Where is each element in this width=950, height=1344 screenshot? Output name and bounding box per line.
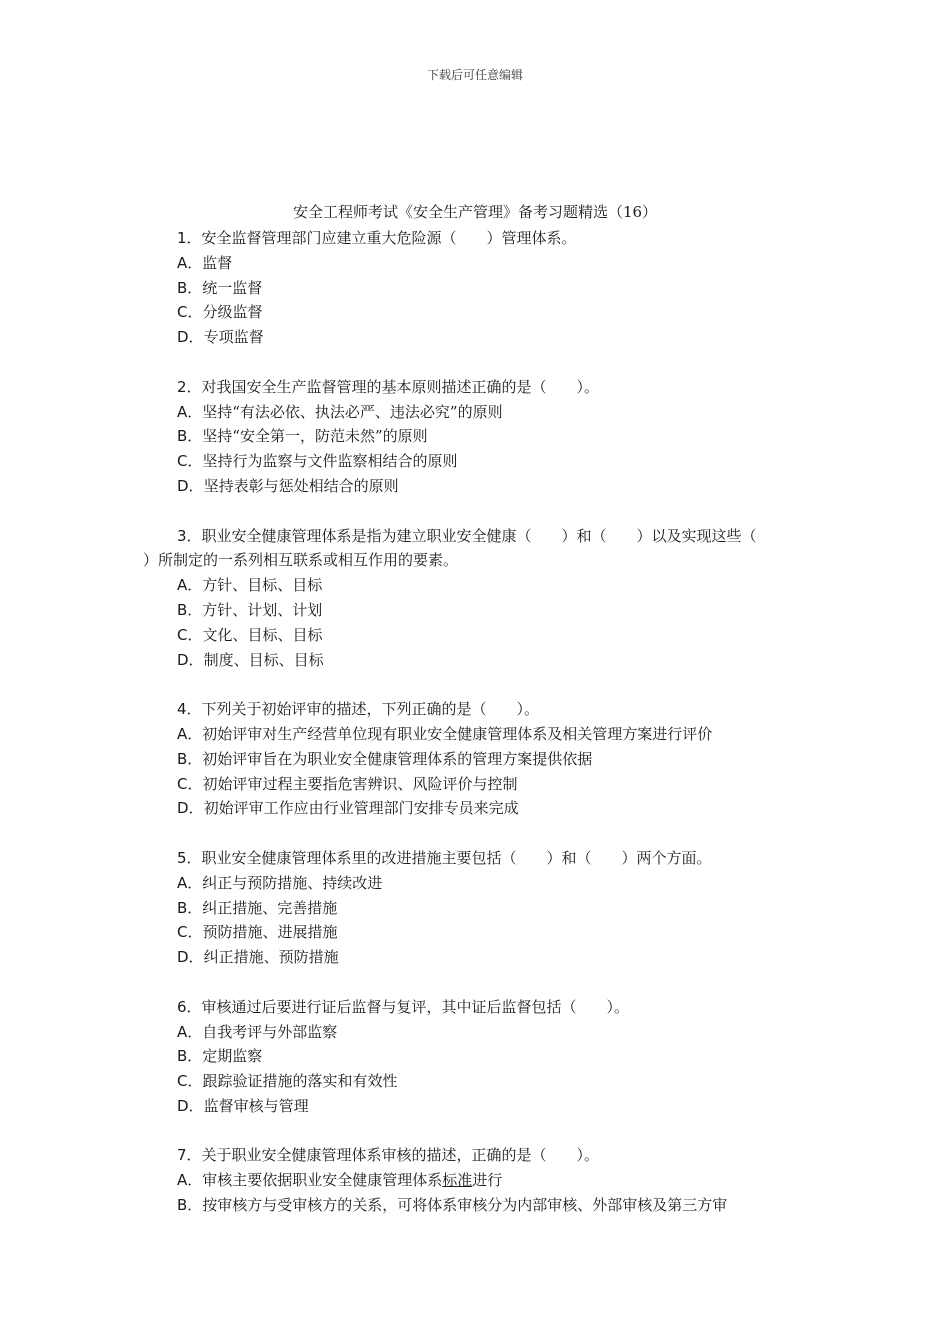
option-text: 监督 (202, 253, 233, 272)
option-1b (0, 276, 950, 301)
option-text: 文化、目标、目标 (202, 625, 323, 644)
option-label: D． (177, 948, 204, 967)
question-number: 3． (177, 526, 202, 545)
question-4 (0, 697, 950, 722)
question-text-continuation: ）所制定的一系列相互联系或相互作用的要素。 (143, 551, 459, 570)
option-label: A． (177, 576, 203, 595)
question-number: 5． (177, 848, 202, 867)
option-5b (0, 896, 950, 921)
option-label: D． (177, 650, 204, 669)
option-1c (0, 300, 950, 325)
option-text: 自我考评与外部监察 (202, 1022, 338, 1041)
option-3d (0, 648, 950, 673)
option-text: 按审核方与受审核方的关系，可将体系审核分为内部审核、外部审核及第三方审 (202, 1196, 728, 1215)
option-4b (0, 747, 950, 772)
option-text-underlined: 标准 (442, 1171, 473, 1190)
option-text: 方针、目标、目标 (202, 576, 323, 595)
option-text: 统一监督 (202, 278, 263, 297)
option-7a (0, 1168, 950, 1193)
question-text: 职业安全健康管理体系里的改进措施主要包括（ ）和（ ）两个方面。 (201, 848, 712, 867)
option-text: 制度、目标、目标 (203, 650, 324, 669)
spacer (0, 1119, 950, 1144)
option-1a (0, 251, 950, 276)
option-text: 坚持“安全第一，防范未然”的原则 (202, 427, 428, 446)
question-number: 2． (177, 377, 202, 396)
question-number: 7． (177, 1146, 202, 1165)
option-text: 分级监督 (202, 303, 263, 322)
question-text: 下列关于初始评审的描述，下列正确的是（ ）。 (201, 700, 540, 719)
document-title: 安全工程师考试《安全生产管理》备考习题精选（16） (292, 203, 658, 221)
option-6c (0, 1069, 950, 1094)
option-text: 初始评审旨在为职业安全健康管理体系的管理方案提供依据 (202, 749, 593, 768)
option-label: A． (177, 402, 203, 421)
option-text: 坚持表彰与惩处相结合的原则 (203, 476, 399, 495)
option-text: 审核主要依据职业安全健康管理体系 (202, 1171, 443, 1190)
option-5c (0, 920, 950, 945)
question-list (0, 226, 950, 1218)
option-label: B． (177, 898, 203, 917)
option-text: 专项监督 (203, 328, 264, 347)
spacer (0, 672, 950, 697)
option-5d (0, 945, 950, 970)
option-text: 纠正与预防措施、持续改进 (202, 873, 383, 892)
option-label: C． (177, 1072, 203, 1091)
option-7b (0, 1193, 950, 1218)
option-label: B． (177, 278, 203, 297)
option-text: 方针、计划、计划 (202, 600, 323, 619)
option-2d (0, 474, 950, 499)
header-note: 下载后可任意编辑 (426, 68, 523, 82)
spacer (0, 499, 950, 524)
option-text: 定期监察 (202, 1047, 263, 1066)
option-5a (0, 871, 950, 896)
option-text: 预防措施、进展措施 (202, 923, 338, 942)
option-text: 初始评审对生产经营单位现有职业安全健康管理体系及相关管理方案进行评价 (202, 724, 713, 743)
question-text: 审核通过后要进行证后监督与复评，其中证后监督包括（ ）。 (201, 997, 630, 1016)
option-4d (0, 796, 950, 821)
question-5 (0, 846, 950, 871)
option-text: 初始评审工作应由行业管理部门安排专员来完成 (203, 799, 519, 818)
spacer (0, 350, 950, 375)
option-label: D． (177, 476, 204, 495)
option-4a (0, 722, 950, 747)
option-label: A． (177, 1022, 203, 1041)
option-label: A． (177, 253, 203, 272)
option-6a (0, 1020, 950, 1045)
question-7 (0, 1143, 950, 1168)
question-1 (0, 226, 950, 251)
question-text: 对我国安全生产监督管理的基本原则描述正确的是（ ）。 (201, 377, 600, 396)
option-6b (0, 1044, 950, 1069)
option-label: C． (177, 774, 203, 793)
option-text: 初始评审过程主要指危害辨识、风险评价与控制 (202, 774, 518, 793)
question-text: 安全监督管理部门应建立重大危险源（ ）管理体系。 (201, 229, 577, 247)
option-text: 纠正措施、预防措施 (203, 948, 339, 967)
question-6 (0, 995, 950, 1020)
option-text: 坚持行为监察与文件监察相结合的原则 (202, 452, 458, 471)
option-label: D． (177, 328, 204, 347)
option-label: D． (177, 1096, 204, 1115)
option-label: B． (177, 1196, 203, 1215)
option-label: D． (177, 799, 204, 818)
question-2 (0, 375, 950, 400)
option-label: B． (177, 749, 203, 768)
option-text: 坚持“有法必依、执法必严、违法必究”的原则 (202, 402, 503, 421)
option-3b (0, 598, 950, 623)
option-label: C． (177, 625, 203, 644)
option-4c (0, 772, 950, 797)
option-label: B． (177, 427, 203, 446)
question-number: 6． (177, 997, 202, 1016)
option-text: 纠正措施、完善措施 (202, 898, 338, 917)
option-1d (0, 325, 950, 350)
question-text: 关于职业安全健康管理体系审核的描述，正确的是（ ）。 (201, 1146, 600, 1165)
option-2b (0, 424, 950, 449)
option-text-tail: 进行 (472, 1171, 503, 1190)
question-number: 4． (177, 700, 202, 719)
option-label: A． (177, 724, 203, 743)
spacer (0, 821, 950, 846)
option-2a (0, 400, 950, 425)
option-text: 跟踪验证措施的落实和有效性 (202, 1072, 398, 1091)
question-3 (0, 524, 950, 549)
option-text: 监督审核与管理 (203, 1096, 309, 1115)
spacer (0, 970, 950, 995)
option-2c (0, 449, 950, 474)
option-label: A． (177, 1171, 203, 1190)
option-3a (0, 573, 950, 598)
option-label: C． (177, 923, 203, 942)
option-6d (0, 1094, 950, 1119)
option-label: B． (177, 1047, 203, 1066)
option-label: A． (177, 873, 203, 892)
option-label: C． (177, 303, 203, 322)
question-3-continuation (0, 548, 950, 573)
question-text: 职业安全健康管理体系是指为建立职业安全健康（ ）和（ ）以及实现这些（ (201, 526, 757, 545)
option-label: C． (177, 452, 203, 471)
option-label: B． (177, 600, 203, 619)
option-3c (0, 623, 950, 648)
question-number: 1． (177, 229, 202, 247)
